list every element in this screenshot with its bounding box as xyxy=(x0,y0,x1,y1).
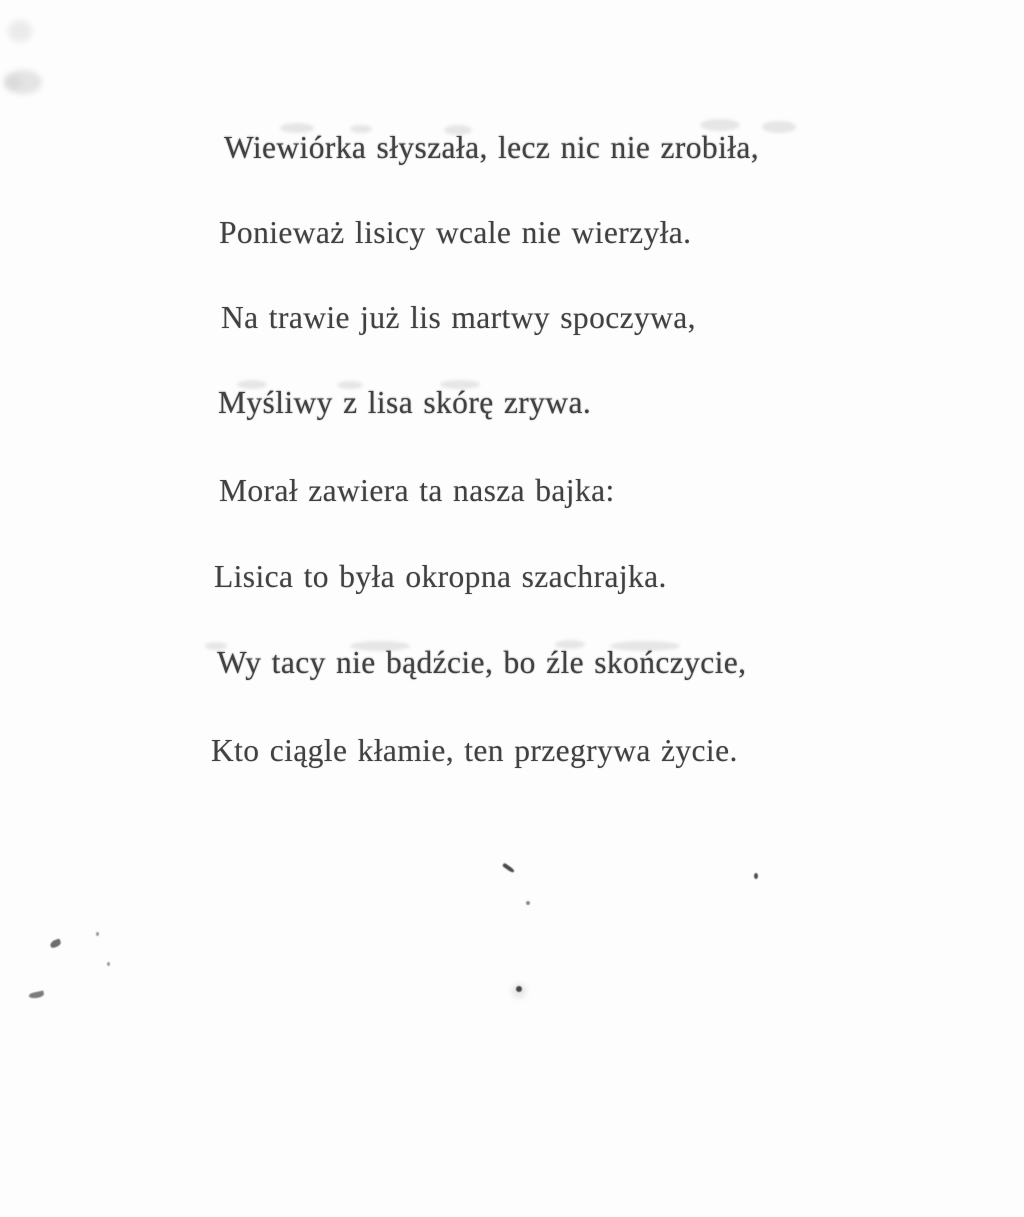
scan-ghost-smudge xyxy=(444,125,472,135)
scan-ghost-smudge xyxy=(280,123,314,133)
ink-speck xyxy=(526,901,530,905)
scan-ghost-smudge xyxy=(237,380,267,389)
poem-line: Kto ciągle kłamie, ten przegrywa życie. xyxy=(211,733,738,768)
scan-ghost-smudge xyxy=(762,121,796,133)
scan-ghost-smudge xyxy=(205,642,227,650)
ink-speck xyxy=(754,873,758,879)
scan-ghost-smudge xyxy=(337,381,363,389)
poem-line: Na trawie już lis martwy spoczywa, xyxy=(221,300,696,335)
ink-speck xyxy=(516,986,522,992)
ink-speck xyxy=(107,962,110,966)
paper-smudge xyxy=(6,76,22,89)
scan-ghost-smudge xyxy=(440,380,480,389)
ink-speck xyxy=(49,938,62,948)
scan-ghost-smudge xyxy=(350,125,372,133)
poem-line: Wy tacy nie bądźcie, bo źle skończycie, xyxy=(217,645,747,680)
ink-speck xyxy=(502,863,515,874)
scan-ghost-smudge xyxy=(555,640,585,649)
poem-line: Myśliwy z lisa skórę zrywa. xyxy=(218,385,592,420)
scan-ghost-smudge xyxy=(610,641,680,651)
ink-speck xyxy=(29,991,45,1000)
scan-ghost-smudge xyxy=(700,119,740,131)
ink-speck xyxy=(96,932,99,936)
poem-line: Morał zawiera ta nasza bajka: xyxy=(219,473,615,508)
scan-ghost-smudge xyxy=(350,641,410,651)
poem-line: Lisica to była okropna szachrajka. xyxy=(214,559,667,594)
paper-smudge xyxy=(8,20,32,42)
poem-line: Wiewiórka słyszała, lecz nic nie zrobiła, xyxy=(224,130,760,165)
poem-line: Ponieważ lisicy wcale nie wierzyła. xyxy=(219,215,692,250)
